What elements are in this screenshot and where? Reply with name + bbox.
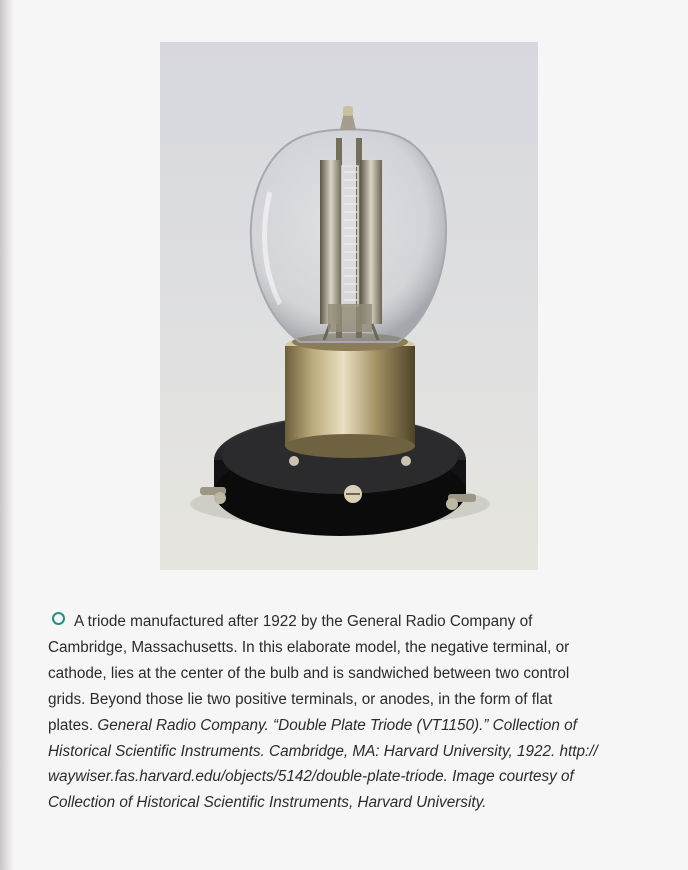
citation-text: Collection of Historical Scientific Instruments, Harvard University.	[48, 794, 487, 812]
caption-line: grids. Beyond those lie two positive terminals, or anodes, in the form of flat	[48, 690, 553, 708]
caption-line: Cambridge, Massachusetts. In this elaborate model, the negative terminal, or	[48, 638, 570, 656]
page-gutter-shadow	[0, 0, 14, 870]
caption-line: A triode manufactured after 1922 by the General Radio Company of	[74, 613, 533, 630]
caption-line: plates.	[48, 716, 94, 734]
figure-caption	[48, 609, 648, 816]
citation-text: General Radio Company. “Double Plate Triode (VT1150).” Collection of	[97, 716, 577, 734]
citation-text: waywiser.fas.harvard.edu/objects/5142/double-plate-triode. Image courtesy of	[48, 768, 574, 786]
citation-text: Historical Scientific Instruments. Cambridge, MA: Harvard University, 1922. http://	[48, 742, 598, 760]
triode-photo	[160, 42, 538, 570]
circle-outline-icon	[52, 612, 65, 625]
caption-line: cathode, lies at the center of the bulb and is sandwiched between two control	[48, 664, 570, 682]
